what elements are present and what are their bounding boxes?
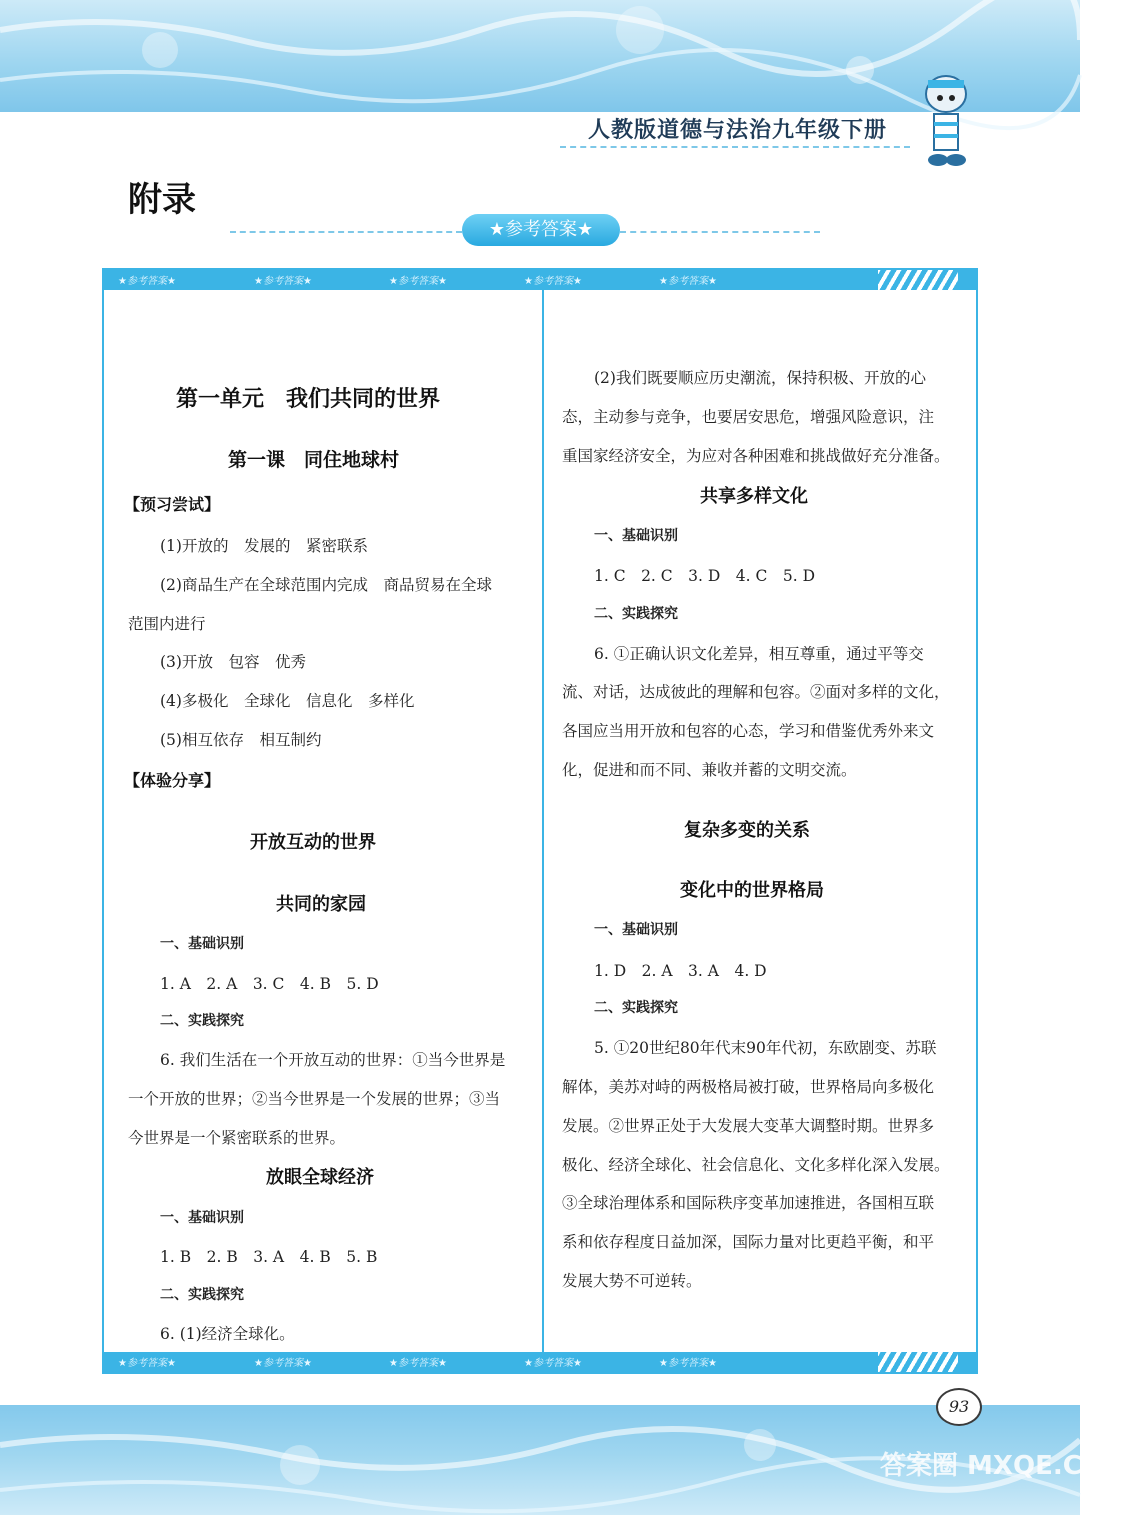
hatch-pattern-icon bbox=[878, 1352, 958, 1372]
watermark: 答案圈 MXQE.COM bbox=[880, 1451, 1130, 1481]
answer-line: 流、对话，达成彼此的理解和包容。②面对多样的文化， bbox=[562, 683, 950, 701]
answer-line: 1. C 2. C 3. D 4. C 5. D bbox=[594, 567, 816, 585]
answer-line: (5)相互依存 相互制约 bbox=[160, 731, 322, 749]
unit-heading: 第一单元 我们共同的世界 bbox=[176, 387, 441, 412]
strip-label: ★参考答案★ bbox=[524, 1358, 582, 1369]
bottom-decorative-band bbox=[0, 1405, 1130, 1515]
answer-line: 态，主动参与竞争，也要居安思危，增强风险意识，注 bbox=[562, 408, 935, 426]
topic-heading: 复杂多变的关系 bbox=[684, 820, 810, 841]
answer-line: 6. ①正确认识文化差异，相互尊重，通过平等交 bbox=[594, 645, 924, 663]
subtopic-heading: 共享多样文化 bbox=[700, 486, 808, 507]
practice-heading: 二、实践探究 bbox=[160, 1013, 244, 1029]
answer-line: 6. (1)经济全球化。 bbox=[160, 1325, 295, 1343]
book-title: 人教版道德与法治九年级下册 bbox=[588, 117, 888, 143]
basic-heading: 一、基础识别 bbox=[160, 1210, 244, 1226]
practice-heading: 二、实践探究 bbox=[160, 1287, 244, 1303]
topic-heading: 开放互动的世界 bbox=[250, 832, 376, 853]
answer-line: (2)商品生产在全球范围内完成 商品贸易在全球 bbox=[160, 576, 492, 594]
panel-top-strip bbox=[104, 270, 976, 290]
subtopic-heading: 变化中的世界格局 bbox=[680, 880, 824, 901]
hatch-pattern-icon bbox=[878, 270, 958, 290]
column-divider bbox=[542, 290, 544, 1354]
answer-line: 1. B 2. B 3. A 4. B 5. B bbox=[160, 1248, 378, 1266]
answer-line: 一个开放的世界；②当今世界是一个发展的世界；③当 bbox=[128, 1090, 501, 1108]
answer-line: 各国应当用开放和包容的心态，学习和借鉴优秀外来文 bbox=[562, 722, 935, 740]
answer-line: (3)开放 包容 优秀 bbox=[160, 653, 306, 671]
preview-heading: 【预习尝试】 bbox=[124, 495, 221, 514]
strip-label: ★参考答案★ bbox=[659, 1358, 717, 1369]
answer-line: 1. D 2. A 3. A 4. D bbox=[594, 962, 767, 980]
mascot-icon bbox=[918, 72, 974, 172]
subtopic-heading: 放眼全球经济 bbox=[266, 1167, 374, 1188]
answer-line: 极化、经济全球化、社会信息化、文化多样化深入发展。 bbox=[562, 1156, 950, 1174]
lesson-heading: 第一课 同住地球村 bbox=[228, 449, 400, 471]
dash-divider-right bbox=[620, 231, 820, 233]
panel-bottom-strip bbox=[104, 1352, 976, 1372]
share-heading: 【体验分享】 bbox=[124, 771, 221, 790]
answer-line: (2)我们既要顺应历史潮流，保持积极、开放的心 bbox=[594, 369, 926, 387]
subtopic-heading: 共同的家园 bbox=[276, 894, 366, 915]
strip-label: ★参考答案★ bbox=[118, 276, 176, 287]
strip-label: ★参考答案★ bbox=[389, 276, 447, 287]
basic-heading: 一、基础识别 bbox=[594, 528, 678, 544]
answer-line: 今世界是一个紧密联系的世界。 bbox=[128, 1129, 346, 1147]
page-number: 93 bbox=[936, 1388, 982, 1426]
answer-line: 5. ①20世纪80年代末90年代初，东欧剧变、苏联 bbox=[594, 1039, 937, 1057]
answer-line: 发展大势不可逆转。 bbox=[562, 1272, 702, 1290]
answer-line: 范围内进行 bbox=[128, 615, 206, 633]
basic-heading: 一、基础识别 bbox=[594, 922, 678, 938]
practice-heading: 二、实践探究 bbox=[594, 606, 678, 622]
dash-divider-left bbox=[230, 231, 462, 233]
answers-badge: ★参考答案★ bbox=[462, 214, 620, 246]
answer-line: 6. 我们生活在一个开放互动的世界：①当今世界是 bbox=[160, 1051, 506, 1069]
answer-line: (1)开放的 发展的 紧密联系 bbox=[160, 537, 368, 555]
strip-label: ★参考答案★ bbox=[389, 1358, 447, 1369]
strip-label: ★参考答案★ bbox=[118, 1358, 176, 1369]
basic-heading: 一、基础识别 bbox=[160, 936, 244, 952]
answer-line: 发展。②世界正处于大发展大变革大调整时期。世界多 bbox=[562, 1117, 935, 1135]
strip-label: ★参考答案★ bbox=[254, 276, 312, 287]
section-title: 附录 bbox=[128, 180, 196, 220]
answer-line: 1. A 2. A 3. C 4. B 5. D bbox=[160, 975, 379, 993]
answer-line: ③全球治理体系和国际秩序变革加速推进，各国相互联 bbox=[562, 1194, 935, 1212]
answer-line: 解体，美苏对峙的两极格局被打破，世界格局向多极化 bbox=[562, 1078, 935, 1096]
title-underline bbox=[560, 146, 910, 148]
strip-label: ★参考答案★ bbox=[524, 276, 582, 287]
answer-line: 系和依存程度日益加深，国际力量对比更趋平衡，和平 bbox=[562, 1233, 935, 1251]
answer-line: 化，促进和而不同、兼收并蓄的文明交流。 bbox=[562, 761, 857, 779]
strip-label: ★参考答案★ bbox=[254, 1358, 312, 1369]
answer-line: 重国家经济安全，为应对各种困难和挑战做好充分准备。 bbox=[562, 447, 950, 465]
practice-heading: 二、实践探究 bbox=[594, 1000, 678, 1016]
answer-line: (4)多极化 全球化 信息化 多样化 bbox=[160, 692, 415, 710]
strip-label: ★参考答案★ bbox=[659, 276, 717, 287]
